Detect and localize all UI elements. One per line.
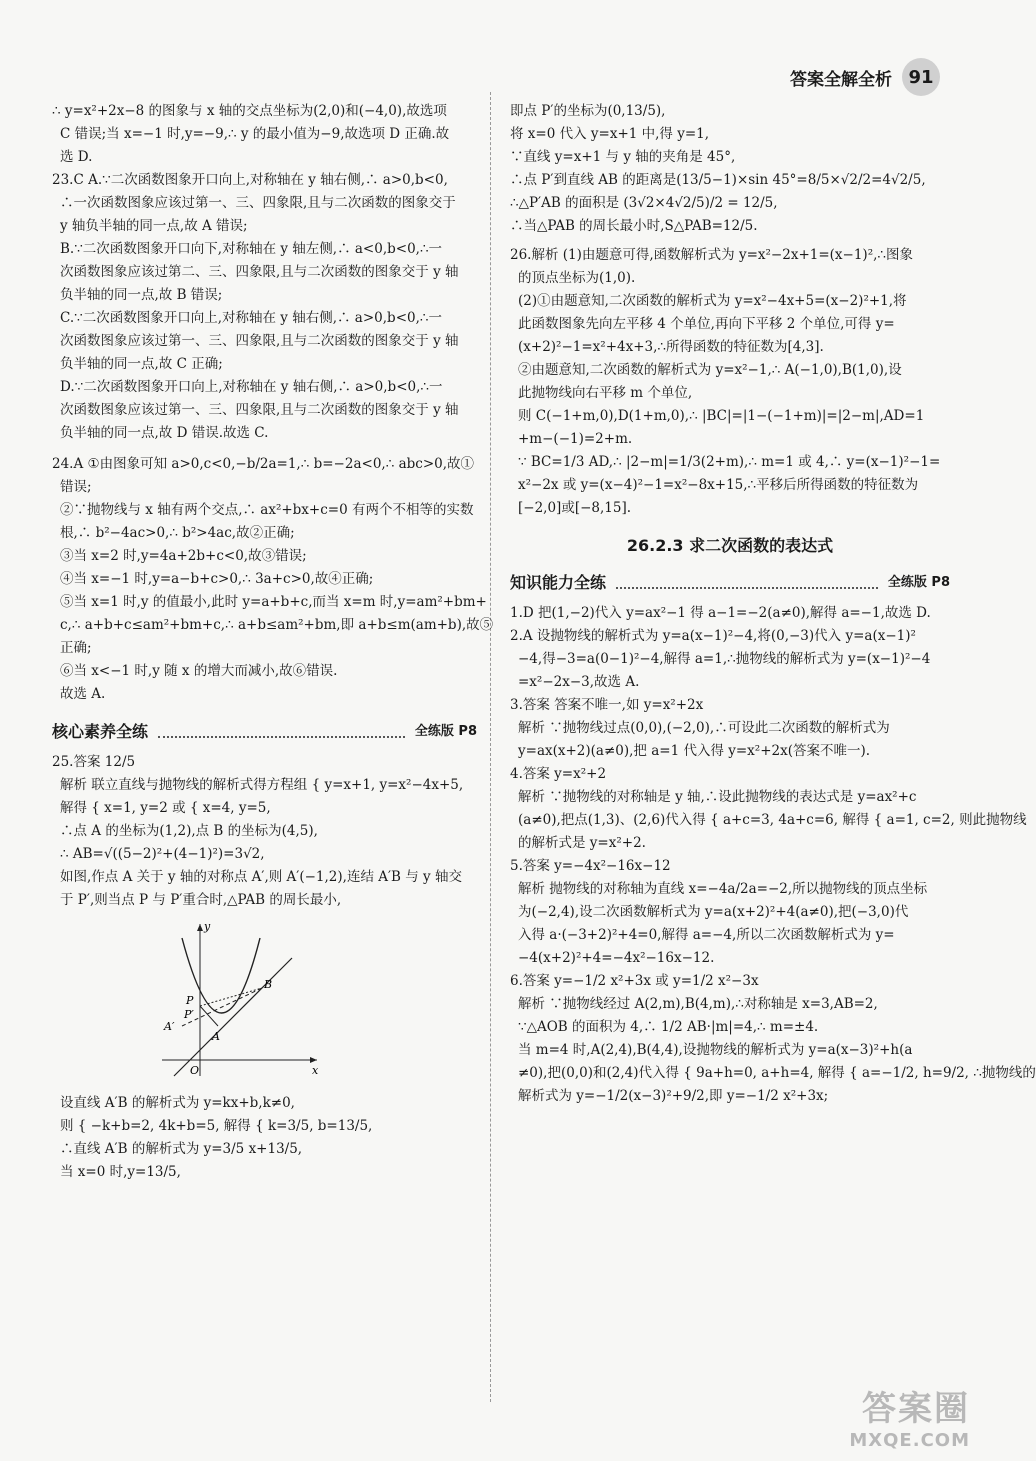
text-line: ∴直线 A′B 的解析式为 y=3/5 x+13/5, [60, 1141, 303, 1157]
text-line: 如图,作点 A 关于 y 轴的对称点 A′,则 A′(−1,2),连结 A′B 与 y 轴交 [60, 869, 462, 885]
text-line: c,∴ a+b+c≤am²+bm+c,∴ a+b≤am²+bm,即 a+b≤m(am+b),故⑤ [60, 617, 494, 633]
text-line: 故选 A. [60, 686, 106, 702]
block-22-end [52, 100, 477, 169]
text-line: C.∵二次函数图象开口向上,对称轴在 y 轴右侧,∴ a>0,b<0,∴一 [60, 310, 442, 326]
text-line: 入得 a·(−3+2)²+4=0,解得 a=−4,所以二次函数解析式为 y= [518, 927, 895, 943]
page-number-badge: 91 [902, 58, 940, 96]
text-line: 解析式为 y=−1/2(x−3)²+9/2,即 y=−1/2 x²+3x; [518, 1088, 829, 1104]
text-line: 次函数图象应该过第一、三、四象限,且与二次函数的图象交于 y 轴 [60, 333, 459, 349]
text-line: (2)①由题意知,二次函数的解析式为 y=x²−4x+5=(x−2)²+1,将 [518, 293, 907, 309]
text-line: C 错误;当 x=−1 时,y=−9,∴ y 的最小值为−9,故选项 D 正确.故 [60, 126, 450, 142]
watermark-logo [780, 1381, 980, 1451]
x-axis-arrow [310, 1057, 317, 1063]
line-a-prime-b [182, 988, 262, 1026]
text-line: 解得 { x=1, y=2 或 { x=4, y=5, [60, 800, 271, 816]
answer-24 [52, 453, 494, 706]
text-line: ∵直线 y=x+1 与 y 轴的夹角是 45°, [510, 149, 736, 165]
section-header-knowledge [510, 571, 950, 594]
text-line: ⑥当 x<−1 时,y 随 x 的增大而减小,故⑥错误. [60, 663, 338, 679]
text-line: ⑤当 x=1 时,y 的值最小,此时 y=a+b+c,而当 x=m 时,y=am²+bm+ [60, 594, 487, 610]
text-line: ④当 x=−1 时,y=a−b+c>0,∴ 3a+c>0,故④正确; [60, 571, 374, 587]
text-line: 解析 ∵抛物线经过 A(2,m),B(4,m),∴对称轴是 x=3,AB=2, [518, 996, 878, 1012]
text-line: D.∵二次函数图象开口向上,对称轴在 y 轴右侧,∴ a>0,b<0,∴一 [60, 379, 443, 395]
text-line: 23.C A.∵二次函数图象开口向上,对称轴在 y 轴右侧,∴ a>0,b<0, [52, 172, 448, 188]
text-line: 1.D 把(1,−2)代入 y=ax²−1 得 a−1=−2(a≠0),解得 a=−1,故选 D. [510, 605, 931, 621]
text-line: ②由题意知,二次函数的解析式为 y=x²−1,∴ A(−1,0),B(1,0),设 [518, 362, 902, 378]
text-line: ∵ BC=1/3 AD,∴ |2−m|=1/3(2+m),∴ m=1 或 4,∴ y=(x−1)²−1= [518, 454, 941, 470]
text-line: 错误; [60, 479, 92, 495]
dotted-leader [158, 726, 405, 738]
text-line: 26.解析 (1)由题意可得,函数解析式为 y=x²−2x+1=(x−1)²,∴图象 [510, 247, 913, 263]
text-line: 当 x=0 时,y=13/5, [60, 1164, 181, 1180]
text-line: 此抛物线向右平移 m 个单位, [518, 385, 693, 401]
text-line: 负半轴的同一点,故 C 正确; [60, 356, 223, 372]
text-line: 设直线 A′B 的解析式为 y=kx+b,k≠0, [60, 1095, 295, 1111]
text-line: x²−2x 或 y=(x−4)²−1=x²−8x+15,∴平移后所得函数的特征数为 [518, 477, 919, 493]
section-title: 核心素养全练 [52, 722, 149, 741]
x-axis-label: x [312, 1064, 319, 1077]
dotted-leader [616, 577, 878, 589]
y-axis-arrow [197, 924, 203, 931]
text-line: 解析 ∵抛物线的对称轴是 y 轴,∴设此抛物线的表达式是 y=ax²+c [518, 789, 917, 805]
text-line: 解析 抛物线的对称轴为直线 x=−4a/2a=−2,所以抛物线的顶点坐标 [518, 881, 928, 897]
column-divider [490, 92, 492, 1402]
text-line: 5.答案 y=−4x²−16x−12 [510, 858, 671, 874]
text-line: 当 m=4 时,A(2,4),B(4,4),设抛物线的解析式为 y=a(x−3)²+h(a [518, 1042, 913, 1058]
text-line: 于 P′,则当点 P 与 P′重合时,△PAB 的周长最小, [60, 892, 342, 908]
header-title: 答案全解全析 [790, 69, 892, 90]
text-line: 2.A 设抛物线的解析式为 y=a(x−1)²−4,将(0,−3)代入 y=a(x−1)² [510, 628, 916, 644]
text-line: 24.A ①由图象可知 a>0,c<0,−b/2a=1,∴ b=−2a<0,∴ abc>0,故① [52, 456, 475, 472]
text-line: 的解析式是 y=x²+2. [518, 835, 646, 851]
text-line: 则 { −k+b=2, 4k+b=5, 解得 { k=3/5, b=13/5, [60, 1118, 373, 1134]
subsection-title: 26.2.3 求二次函数的表达式 [626, 536, 834, 555]
text-line: 根,∴ b²−4ac>0,∴ b²>4ac,故②正确; [60, 525, 295, 541]
text-line: B.∵二次函数图象开口向下,对称轴在 y 轴左侧,∴ a<0,b<0,∴一 [60, 241, 443, 257]
text-line: y=ax(x+2)(a≠0),把 a=1 代入得 y=x²+2x(答案不唯一). [518, 743, 871, 759]
text-line: ③当 x=2 时,y=4a+2b+c<0,故③错误; [60, 548, 307, 564]
text-line: 此函数图象先向左平移 4 个单位,再向下平移 2 个单位,可得 y= [518, 316, 895, 332]
answer-23 [52, 169, 477, 445]
right-column [510, 100, 1036, 1108]
text-line: 则 C(−1+m,0),D(1+m,0),∴ |BC|=|1−(−1+m)|=|2−m|,AD=1 [518, 408, 925, 424]
section-title: 知识能力全练 [510, 573, 607, 592]
text-line: ∴点 A 的坐标为(1,2),点 B 的坐标为(4,5), [60, 823, 318, 839]
text-line: 即点 P′的坐标为(0,13/5), [510, 103, 666, 119]
answers-1-to-6 [510, 602, 1036, 1108]
text-line: 正确; [60, 640, 92, 656]
text-line: 负半轴的同一点,故 D 错误.故选 C. [60, 425, 269, 441]
text-line: 负半轴的同一点,故 B 错误; [60, 287, 223, 303]
text-line: y 轴负半轴的同一点,故 A 错误; [60, 218, 248, 234]
text-line: 选 D. [60, 149, 93, 165]
section-ref: 全练版 P8 [414, 724, 477, 739]
text-line: ∴△P′AB 的面积是 (3√2×4√2/5)/2 = 12/5, [510, 195, 778, 211]
section-ref: 全练版 P8 [887, 575, 950, 590]
text-line: +m−(−1)=2+m. [518, 431, 633, 447]
text-line: ∴一次函数图象应该过第一、三、四象限,且与二次函数的图象交于 [60, 195, 456, 211]
point-b-label: B [264, 978, 273, 991]
text-line: −4(x+2)²+4=−4x²−16x−12. [518, 950, 715, 966]
text-line: ∴点 P′到直线 AB 的距离是(13/5−1)×sin 45°=8/5×√2/2=4√2/5, [510, 172, 926, 188]
text-line: [−2,0]或[−8,15]. [518, 500, 632, 516]
point-a-label: A [212, 1030, 220, 1043]
text-line: ∴当△PAB 的周长最小时,S△PAB=12/5. [510, 218, 758, 234]
text-line: ②∵抛物线与 x 轴有两个交点,∴ ax²+bx+c=0 有两个不相等的实数 [60, 502, 474, 518]
page-header [790, 58, 940, 96]
text-line: (a≠0),把点(1,3)、(2,6)代入得 { a+c=3, 4a+c=6, 解得 { a=1, c=2, 则此抛物线 [518, 812, 1027, 828]
point-p-label: P [186, 994, 194, 1007]
answer-26 [510, 244, 950, 520]
text-line: ∴ y=x²+2x−8 的图象与 x 轴的交点坐标为(2,0)和(−4,0),故选项 [52, 103, 447, 119]
text-line: −4,得−3=a(0−1)²−4,解得 a=1,∴抛物线的解析式为 y=(x−1)²−4 [518, 651, 931, 667]
text-line: ≠0),把(0,0)和(2,4)代入得 { 9a+h=0, a+h=4, 解得 { a=−1/2, h=9/2, ∴抛物线的 [518, 1065, 1036, 1081]
text-line: 次函数图象应该过第一、三、四象限,且与二次函数的图象交于 y 轴 [60, 402, 459, 418]
text-line: 解析 ∵抛物线过点(0,0),(−2,0),∴可设此二次函数的解析式为 [518, 720, 890, 736]
answer-25-tail [510, 100, 950, 238]
text-line: =x²−2x−3,故选 A. [518, 674, 640, 690]
text-line: 6.答案 y=−1/2 x²+3x 或 y=1/2 x²−3x [510, 973, 759, 989]
point-p-prime-label: P′ [184, 1008, 194, 1021]
watermark-text: 答案圈 [862, 1389, 970, 1429]
text-line: 4.答案 y=x²+2 [510, 766, 607, 782]
answer-25 [52, 751, 477, 912]
point-a-prime-label: A′ [164, 1020, 175, 1033]
answer-25-continued [52, 1092, 477, 1184]
text-line: ∴ AB=√((5−2)²+(4−1)²)=3√2, [60, 846, 265, 862]
origin-label: O [190, 1064, 200, 1077]
text-line: 的顶点坐标为(1,0). [518, 270, 636, 286]
text-line: 为(−2,4),设二次函数解析式为 y=a(x+2)²+4(a≠0),把(−3,0)代 [518, 904, 909, 920]
y-axis-label: y [204, 920, 211, 933]
section-header-core [52, 720, 477, 743]
text-line: 25.答案 12/5 [52, 754, 136, 770]
text-line: 将 x=0 代入 y=x+1 中,得 y=1, [510, 126, 710, 142]
text-line: 次函数图象应该过第二、三、四象限,且与二次函数的图象交于 y 轴 [60, 264, 459, 280]
watermark-url: MXQE.COM [849, 1430, 970, 1451]
text-line: (x+2)²−1=x²+4x+3,∴所得函数的特征数为[4,3]. [518, 339, 824, 355]
parabola-figure [152, 918, 322, 1078]
text-line: 解析 联立直线与抛物线的解析式得方程组 { y=x+1, y=x²−4x+5, [60, 777, 464, 793]
text-line: 3.答案 答案不唯一,如 y=x²+2x [510, 697, 704, 713]
left-column [52, 100, 494, 1184]
text-line: ∵△AOB 的面积为 4,∴ 1/2 AB·|m|=4,∴ m=±4. [518, 1019, 819, 1035]
